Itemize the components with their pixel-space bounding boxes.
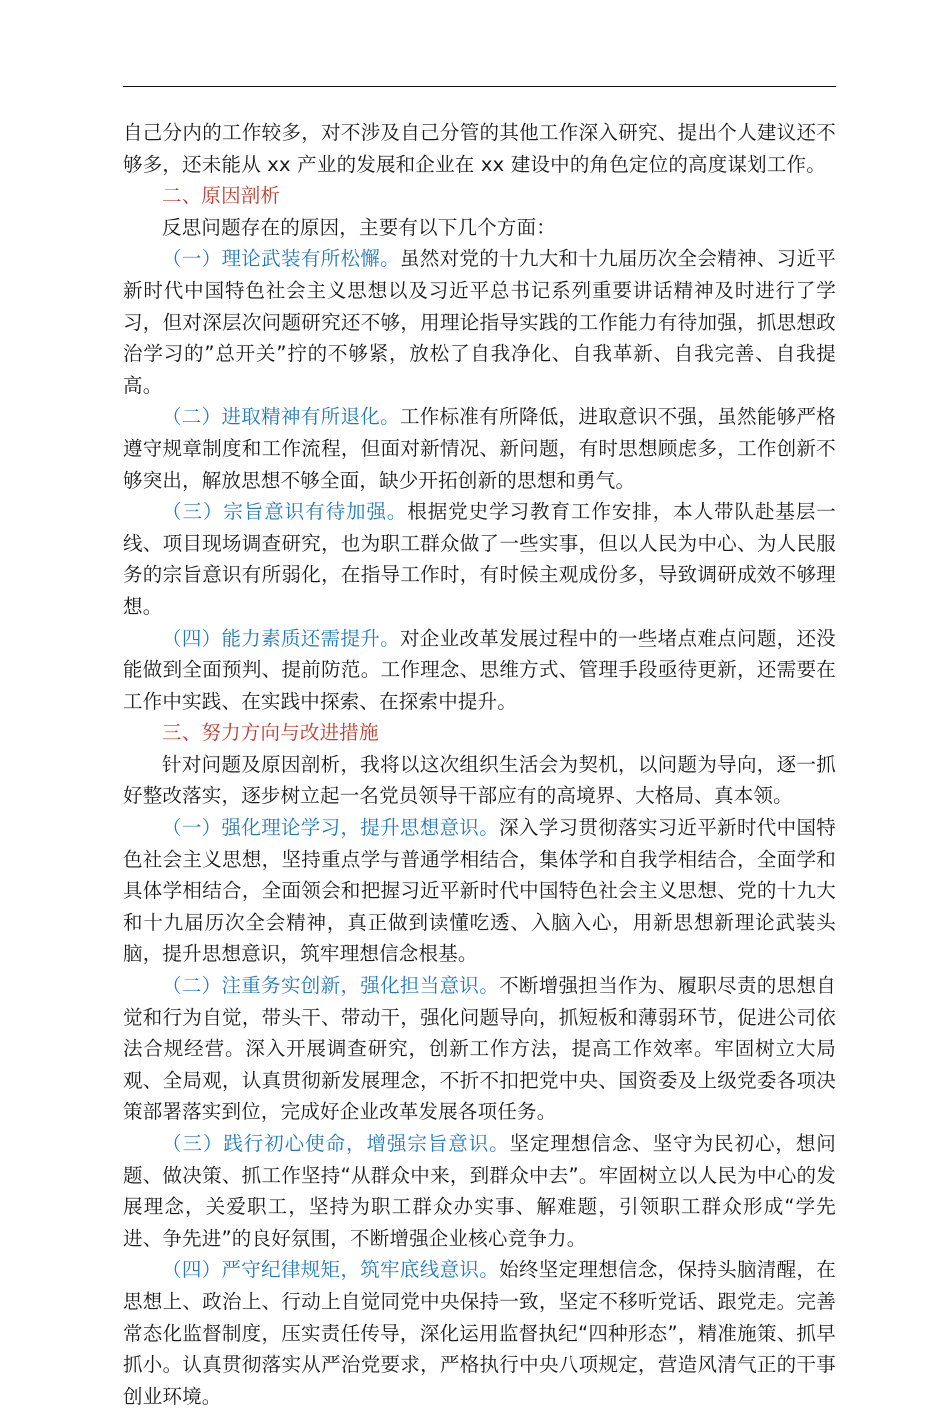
cause-text-4: 对企业改革发展过程中的一些堵点难点问题，还没能做到全面预判、提前防范。工作理念、思维方式、管理手段亟待更新，还需要在工作中实践、在实践中探索、在探索中提升。 [123,626,837,713]
section-intro-measures: 针对问题及原因剖析，我将以这次组织生活会为契机，以问题为导向，逐一抓好整改落实，逐步树立起一名党员领导干部应有的高境界、大格局、真本领。 [123,752,836,808]
measure-title-4: （四）严守纪律规矩，筑牢底线意识。 [162,1258,500,1282]
cause-paragraph-1 [123,243,836,401]
section-heading-measures: 三、努力方向与改进措施 [162,721,379,745]
cause-title-3: （三）宗旨意识有待加强。 [162,500,408,524]
cause-text-3: 根据党史学习教育工作安排，本人带队赴基层一线、项目现场调查研究，也为职工群众做了一些实事，但以人民为中心、为人民服务的宗旨意识有所弱化，在指导工作时，有时候主观成份多，导致调研成效不够理想。 [123,500,836,618]
measure-text-3: 坚定理想信念、坚守为民初心，想问题、做决策、抓工作坚持“从群众中来，到群众中去”。牢固树立以人民为中心的发展理念，关爱职工，坚持为职工群众办实事、解难题，引领职工群众形成“学先进、争先进”的良好氛围，不断增强企业核心竞争力。 [123,1132,836,1250]
measure-paragraph-2 [123,970,836,1128]
measure-paragraph-4 [123,1254,836,1412]
lead-paragraph: 自己分内的工作较多，对不涉及自己分管的其他工作深入研究、提出个人建议还不够多，还未能从 xx 产业的发展和企业在 xx 建设中的角色定位的高度谋划工作。 [123,121,836,176]
cause-title-1: （一）理论武装有所松懈。 [162,247,400,271]
cause-text-2: 工作标准有所降低，进取意识不强，虽然能够严格遵守规章制度和工作流程，但面对新情况、新问题，有时思想顾虑多，工作创新不够突出，解放思想不够全面，缺少开拓创新的思想和勇气。 [123,405,837,492]
header-rule [123,86,836,87]
cause-paragraph-4 [123,623,836,718]
cause-paragraph-3 [123,496,836,622]
document-body [123,117,836,1412]
measure-text-2: 不断增强担当作为、履职尽责的思想自觉和行为自觉，带头干、带动干，强化问题导向，抓短板和薄弱环节，促进公司依法合规经营。深入开展调查研究，创新工作方法，提高工作效率。牢固树立大局观、全局观，认真贯彻新发展理念，不折不扣把党中央、国资委及上级党委各项决策部署落实到位，完成好企业改革发展各项任务。 [123,974,836,1124]
measure-title-2: （二）注重务实创新，强化担当意识。 [162,974,500,998]
cause-title-4: （四）能力素质还需提升。 [162,626,400,650]
cause-title-2: （二）进取精神有所退化。 [162,405,400,429]
measure-text-4: 始终坚定理想信念，保持头脑清醒，在思想上、政治上、行动上自觉同党中央保持一致，坚定不移听党话、跟党走。完善常态化监督制度，压实责任传导，深化运用监督执纪“四种形态”，精准施策、抓早抓小。认真贯彻落实从严治党要求，严格执行中央八项规定，营造风清气正的干事创业环境。 [123,1258,836,1408]
measure-paragraph-1 [123,812,836,970]
measure-paragraph-3 [123,1128,836,1254]
cause-paragraph-2 [123,401,836,496]
section-intro-causes: 反思问题存在的原因，主要有以下几个方面： [162,215,557,239]
measure-title-1: （一）强化理论学习，提升思想意识。 [162,816,500,840]
cause-text-1: 虽然对党的十九大和十九届历次全会精神、习近平新时代中国特色社会主义思想以及习近平总书记系列重要讲话精神及时进行了学习，但对深层次问题研究还不够，用理论指导实践的工作能力有待加强，抓思想政治学习的”总开关”拧的不够紧，放松了自我净化、自我革新、自我完善、自我提高。 [123,247,837,397]
section-heading-causes: 二、原因剖析 [162,184,281,208]
measure-text-1: 深入学习贯彻落实习近平新时代中国特色社会主义思想，坚持重点学与普通学相结合，集体学和自我学相结合，全面学和具体学相结合，全面领会和把握习近平新时代中国特色社会主义思想、党的十九大和十九届历次全会精神，真正做到读懂吃透、入脑入心，用新思想新理论武装头脑，提升思想意识，筑牢理想信念根基。 [123,816,836,966]
measure-title-3: （三）践行初心使命，增强宗旨意识。 [162,1132,510,1155]
